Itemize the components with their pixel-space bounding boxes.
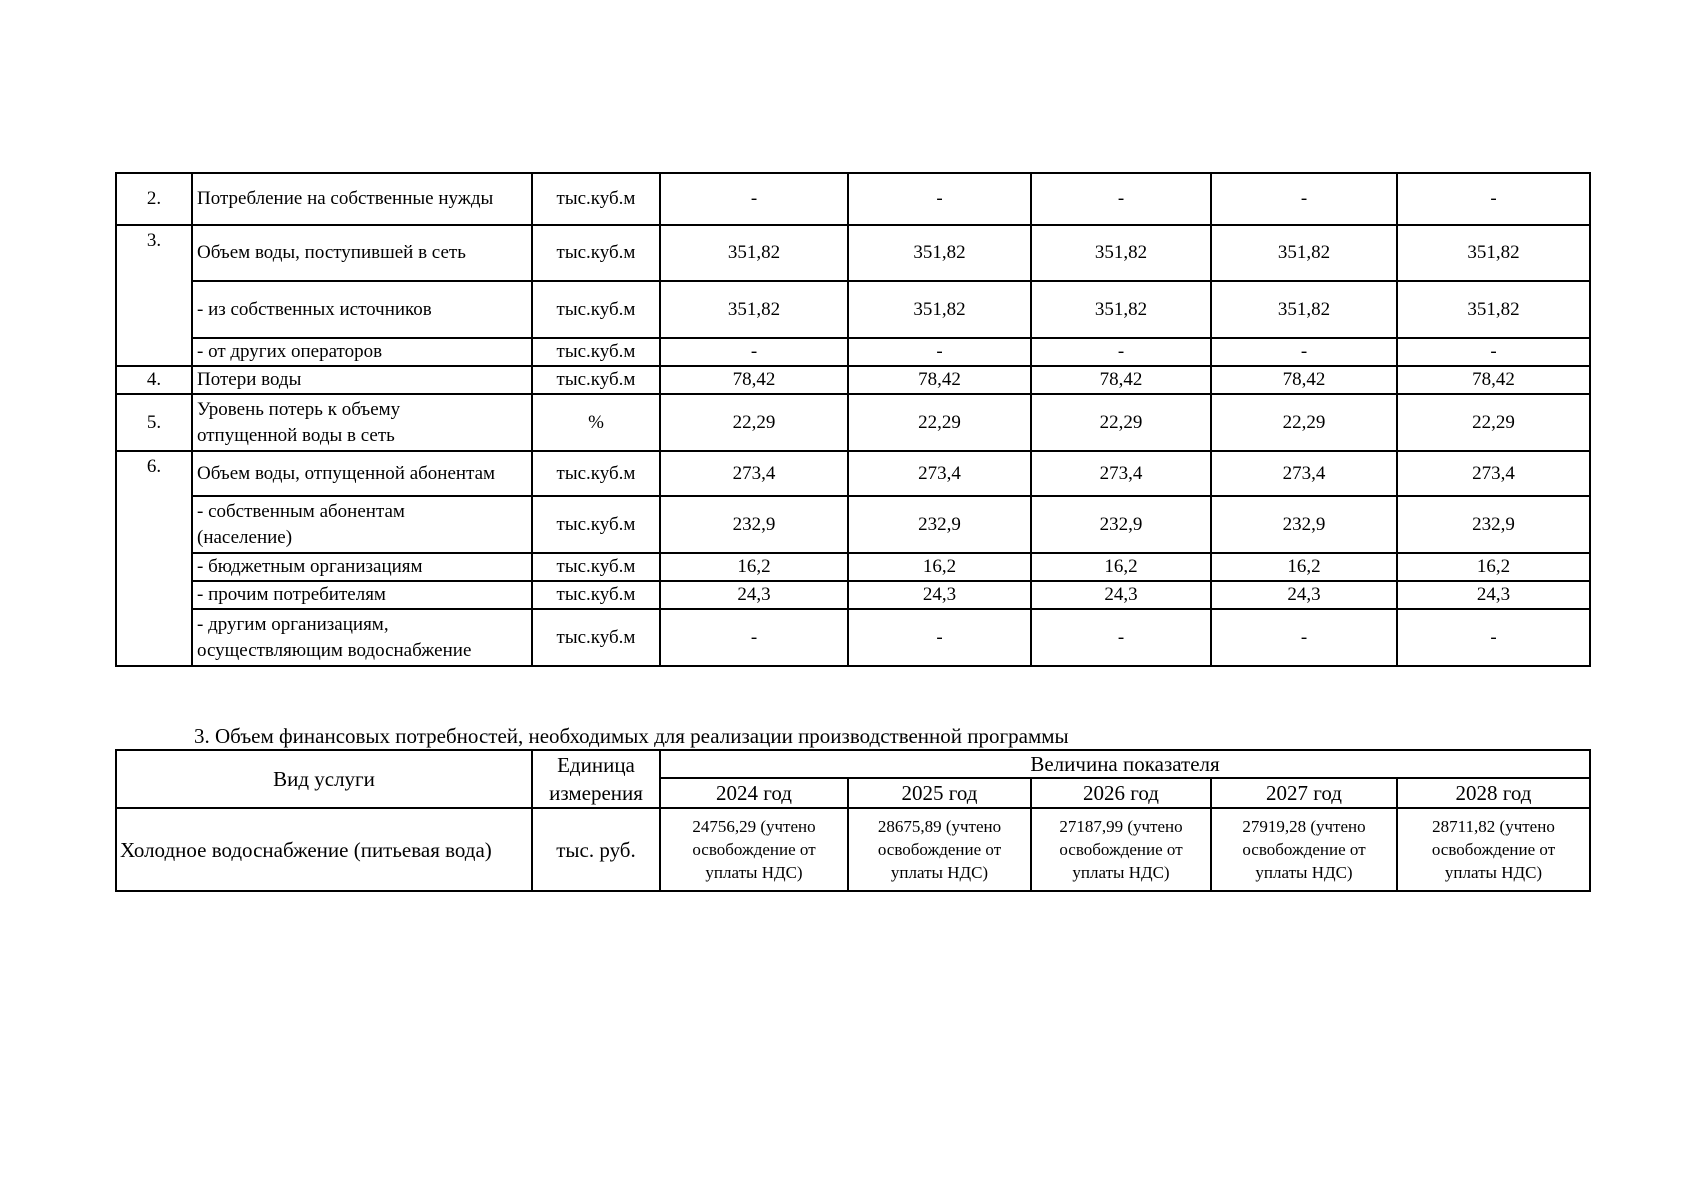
unit-cell: тыс. руб. [532,808,660,891]
value-cell: 273,4 [660,451,848,496]
value-cell: 24,3 [1211,581,1397,609]
value-cell [848,808,1031,891]
table-row [116,553,1590,581]
value-cell: 22,29 [848,394,1031,451]
table-row [116,281,1590,338]
value-cell: - [1031,609,1211,666]
value-line: уплаты НДС) [1072,863,1170,882]
value-cell [1031,808,1211,891]
indicator-name [192,394,532,451]
indicator-name: Потребление на собственные нужды [192,173,532,225]
value-cell: - [1397,609,1590,666]
table-row [116,451,1590,496]
table-row [116,225,1590,281]
value-cell: 273,4 [1397,451,1590,496]
section-title: 3. Объем финансовых потребностей, необходимых для реализации производственной программы [194,724,1069,748]
value-cell: - [1031,338,1211,366]
value-cell [1211,808,1397,891]
value-cell: - [660,609,848,666]
table-row [116,581,1590,609]
value-cell: 232,9 [1211,496,1397,553]
value-cell: - [1211,173,1397,225]
indicator-name: - из собственных источников [192,281,532,338]
value-cell: 16,2 [1397,553,1590,581]
value-line: 28675,89 (учтено [877,817,1002,836]
header-year: 2027 год [1211,778,1397,808]
value-cell: 24,3 [1031,581,1211,609]
value-cell: 78,42 [1211,366,1397,394]
value-line: уплаты НДС) [890,863,989,882]
value-cell: 22,29 [1211,394,1397,451]
unit-cell: тыс.куб.м [532,553,660,581]
value-line: 28711,82 (учтено [1432,817,1555,836]
header-year: 2026 год [1031,778,1211,808]
value-line: уплаты НДС) [1444,863,1543,882]
table-row [116,394,1590,451]
value-cell: 351,82 [1031,225,1211,281]
value-line: освобождение от [877,840,1002,859]
indicator-name: - прочим потребителям [192,581,532,609]
value-cell: 16,2 [1211,553,1397,581]
value-cell: 273,4 [848,451,1031,496]
value-cell: - [848,338,1031,366]
value-line: 27919,28 (учтено [1242,817,1366,836]
value-cell: 273,4 [1031,451,1211,496]
header-year: 2024 год [660,778,848,808]
value-cell: 351,82 [1397,281,1590,338]
value-cell: 22,29 [1397,394,1590,451]
value-cell: 232,9 [848,496,1031,553]
financial-needs-table [115,749,1591,892]
table-row [116,173,1590,225]
table-row [116,366,1590,394]
value-cell: 78,42 [1031,366,1211,394]
value-cell: - [1211,609,1397,666]
value-cell: 22,29 [1031,394,1211,451]
unit-cell: тыс.куб.м [532,496,660,553]
header-unit [532,750,660,808]
value-cell: 351,82 [1031,281,1211,338]
row-number: 6. [116,451,192,666]
value-line: освобождение от [1242,840,1366,859]
row-number: 4. [116,366,192,394]
table-header-row [116,750,1590,778]
unit-cell: тыс.куб.м [532,451,660,496]
indicator-name-line: (население) [197,526,293,548]
indicator-name-line: Уровень потерь к объему [197,398,401,420]
value-cell: 24,3 [848,581,1031,609]
value-cell: - [660,173,848,225]
value-line: освобождение от [1059,840,1183,859]
indicator-name: Потери воды [192,366,532,394]
value-cell: 232,9 [1031,496,1211,553]
unit-cell: тыс.куб.м [532,281,660,338]
table-row [116,808,1590,891]
value-cell: - [1031,173,1211,225]
indicator-name: - бюджетным организациям [192,553,532,581]
unit-cell: тыс.куб.м [532,173,660,225]
value-line: 27187,99 (учтено [1059,817,1183,836]
value-cell: 351,82 [1397,225,1590,281]
value-cell: 22,29 [660,394,848,451]
value-cell: - [1211,338,1397,366]
row-number: 2. [116,173,192,225]
indicator-name: Объем воды, отпущенной абонентам [192,451,532,496]
value-cell: 16,2 [660,553,848,581]
value-cell: 16,2 [1031,553,1211,581]
value-cell: - [848,609,1031,666]
indicators-table [115,172,1591,667]
value-line: освобождение от [1431,840,1556,859]
value-line: уплаты НДС) [1255,863,1353,882]
indicator-name [192,496,532,553]
unit-cell: % [532,394,660,451]
indicator-name: Объем воды, поступившей в сеть [192,225,532,281]
value-cell: 351,82 [848,281,1031,338]
value-cell: 232,9 [660,496,848,553]
value-cell: 351,82 [1211,281,1397,338]
value-cell: 351,82 [660,281,848,338]
value-cell: 351,82 [1211,225,1397,281]
unit-cell: тыс.куб.м [532,581,660,609]
unit-cell: тыс.куб.м [532,609,660,666]
table-row [116,338,1590,366]
header-unit-line: Единица [557,753,635,777]
service-name: Холодное водоснабжение (питьевая вода) [116,808,532,891]
value-cell [660,808,848,891]
value-line: освобождение от [692,840,816,859]
indicator-name-line: - собственным абонентам [197,500,405,522]
value-cell: 351,82 [848,225,1031,281]
row-number: 3. [116,225,192,366]
value-cell: 78,42 [1397,366,1590,394]
header-year: 2025 год [848,778,1031,808]
indicator-name [192,609,532,666]
header-unit-line: измерения [549,781,643,805]
header-service: Вид услуги [116,750,532,808]
value-cell: 24,3 [660,581,848,609]
unit-cell: тыс.куб.м [532,338,660,366]
indicator-name-line: - другим организациям, [197,613,389,635]
value-cell: 78,42 [848,366,1031,394]
value-cell: 24,3 [1397,581,1590,609]
value-cell: - [1397,173,1590,225]
table-row [116,496,1590,553]
value-cell: 16,2 [848,553,1031,581]
value-cell: 78,42 [660,366,848,394]
header-year: 2028 год [1397,778,1590,808]
indicator-name: - от других операторов [192,338,532,366]
table-row [116,609,1590,666]
value-cell: - [660,338,848,366]
header-value: Величина показателя [660,750,1590,778]
value-cell: 232,9 [1397,496,1590,553]
indicator-name-line: отпущенной воды в сеть [197,424,395,446]
value-cell [1397,808,1590,891]
value-line: 24756,29 (учтено [692,817,816,836]
value-cell: 273,4 [1211,451,1397,496]
value-cell: - [1397,338,1590,366]
value-cell: 351,82 [660,225,848,281]
value-line: уплаты НДС) [705,863,803,882]
unit-cell: тыс.куб.м [532,366,660,394]
unit-cell: тыс.куб.м [532,225,660,281]
row-number: 5. [116,394,192,451]
value-cell: - [848,173,1031,225]
indicator-name-line: осуществляющим водоснабжение [197,639,472,661]
